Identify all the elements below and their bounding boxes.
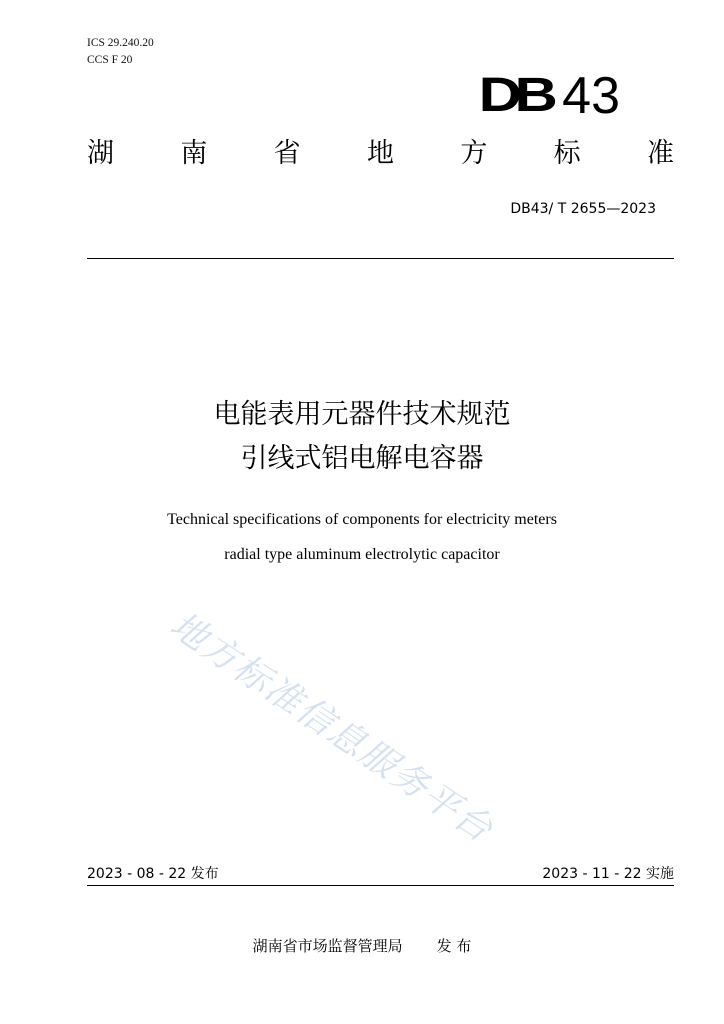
english-title: [0, 502, 724, 572]
standard-number: DB43/ T 2655—2023: [510, 201, 656, 217]
db-logo: [478, 62, 620, 125]
english-title-line-1: Technical specifications of components for electricity meters: [167, 511, 557, 528]
issuer-name: 湖南省市场监督管理局: [252, 937, 403, 955]
release-date: 2023 - 08 - 22 发布: [87, 866, 219, 882]
classification-codes: [87, 35, 154, 69]
db-logo-number: 43: [562, 67, 620, 125]
standard-type-char: 准: [646, 138, 674, 169]
ics-code: ICS 29.240.20: [87, 37, 154, 49]
standard-type-char: 标: [553, 138, 581, 169]
implementation-date: 2023 - 11 - 22 实施: [542, 866, 674, 882]
standard-type-char: 省: [273, 138, 301, 169]
standard-type-char: 南: [180, 138, 208, 169]
standard-type: [87, 136, 674, 172]
english-title-line-2: radial type aluminum electrolytic capacitor: [224, 546, 500, 563]
db-logo-prefix: DB: [478, 69, 551, 122]
chinese-title: [0, 393, 724, 481]
top-divider: [87, 258, 674, 259]
ccs-code: CCS F 20: [87, 54, 133, 66]
issuer: [0, 936, 724, 956]
watermark: 地方标准信息服务平台: [162, 604, 501, 852]
standard-type-char: 方: [460, 138, 488, 169]
standard-type-char: 地: [366, 138, 394, 169]
standard-type-char: 湖: [87, 138, 114, 169]
chinese-title-line-2: 引线式铝电解电容器: [240, 443, 484, 474]
issuer-action: 发 布: [436, 937, 472, 955]
chinese-title-line-1: 电能表用元器件技术规范: [213, 399, 511, 430]
dates-row: [87, 864, 674, 884]
bottom-divider: [87, 885, 674, 886]
